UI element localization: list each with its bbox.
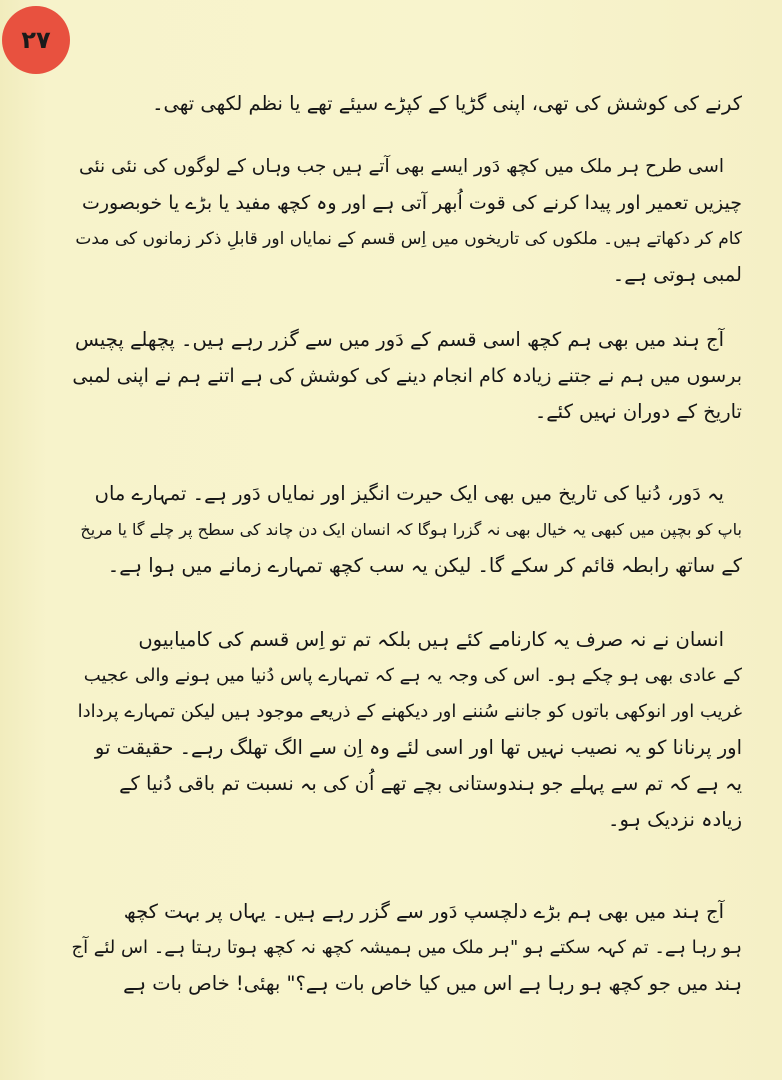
page-number: ۲۷: [21, 26, 51, 54]
text-line: آج ہند میں بھی ہم بڑے دلچسپ دَور سے گزر رہے ہیں۔ یہاں پر بہت کچھ: [123, 900, 724, 923]
paragraph-3: [70, 322, 742, 430]
text-line: اور پرنانا کو یہ نصیب نہیں تھا اور اسی لئے وہ اِن سے الگ تھلگ رہے۔ حقیقت تو: [94, 736, 742, 759]
text-line: آج ہند میں بھی ہم کچھ اسی قسم کے دَور میں سے گزر رہے ہیں۔ پچھلے پچیس: [75, 328, 724, 351]
text-line: یہ ہے کہ تم سے پہلے جو ہندوستانی بچے تھے اُن کی بہ نسبت تم باقی دُنیا کے: [119, 772, 742, 795]
paragraph-2: [70, 149, 742, 293]
text-line: چیزیں تعمیر اور پیدا کرنے کی قوت اُبھر آتی ہے اور وہ کچھ مفید یا بڑے یا خوبصورت: [81, 192, 742, 214]
text-line: کام کر دکھاتے ہیں۔ ملکوں کی تاریخوں میں اِس قسم کے نمایاں اور قابلِ ذکر زمانوں کی مدت: [75, 229, 742, 249]
text-line: کرنے کی کوشش کی تھی، اپنی گڑیا کے کپڑے سیئے تھے یا نظم لکھی تھی۔: [152, 92, 742, 115]
text-line: انسان نے نہ صرف یہ کارنامے کئے ہیں بلکہ تم تو اِس قسم کی کامیابیوں: [138, 628, 724, 651]
text-line: کے عادی بھی ہو چکے ہو۔ اس کی وجہ یہ ہے کہ تمہارے پاس دُنیا میں ہونے والی عجیب: [83, 665, 742, 686]
text-line: اسی طرح ہر ملک میں کچھ دَور ایسے بھی آتے ہیں جب وہاں کے لوگوں کی نئی نئی: [79, 156, 724, 177]
text-line: کے ساتھ رابطہ قائم کر سکے گا۔ لیکن یہ سب کچھ تمہارے زمانے میں ہوا ہے۔: [107, 554, 742, 577]
paragraph-1: [70, 86, 742, 122]
text-line: لمبی ہوتی ہے۔: [612, 263, 742, 286]
text-line: برسوں میں ہم نے جتنے زیادہ کام انجام دینے کی کوشش کی ہے اتنے ہم نے اپنی لمبی: [72, 365, 742, 387]
paragraph-4: [70, 476, 742, 584]
page-number-badge: [2, 6, 70, 74]
paragraph-5: [70, 622, 742, 838]
text-line: غریب اور انوکھی باتوں کو جاننے سُننے اور دیکھنے کے ذریعے موجود ہیں لیکن تمہارے پردادا: [77, 701, 742, 722]
text-line: ہند میں جو کچھ ہو رہا ہے اس میں کیا خاص بات ہے؟" بھئی! خاص بات ہے: [123, 972, 742, 995]
text-line: تاریخ کے دوران نہیں کئے۔: [534, 400, 742, 423]
text-line: ہو رہا ہے۔ تم کہہ سکتے ہو "ہر ملک میں ہمیشہ کچھ نہ کچھ ہوتا رہتا ہے۔ اس لئے آج: [71, 937, 742, 958]
text-line: زیادہ نزدیک ہو۔: [608, 808, 742, 831]
text-line: یہ دَور، دُنیا کی تاریخ میں بھی ایک حیرت انگیز اور نمایاں دَور ہے۔ تمہارے ماں: [94, 482, 724, 505]
paragraph-6: [70, 894, 742, 1002]
text-line: باپ کو بچپن میں کبھی یہ خیال بھی نہ گزرا ہوگا کہ انسان ایک دن چاند کی سطح پر چلے گا یا مریخ: [80, 520, 742, 539]
